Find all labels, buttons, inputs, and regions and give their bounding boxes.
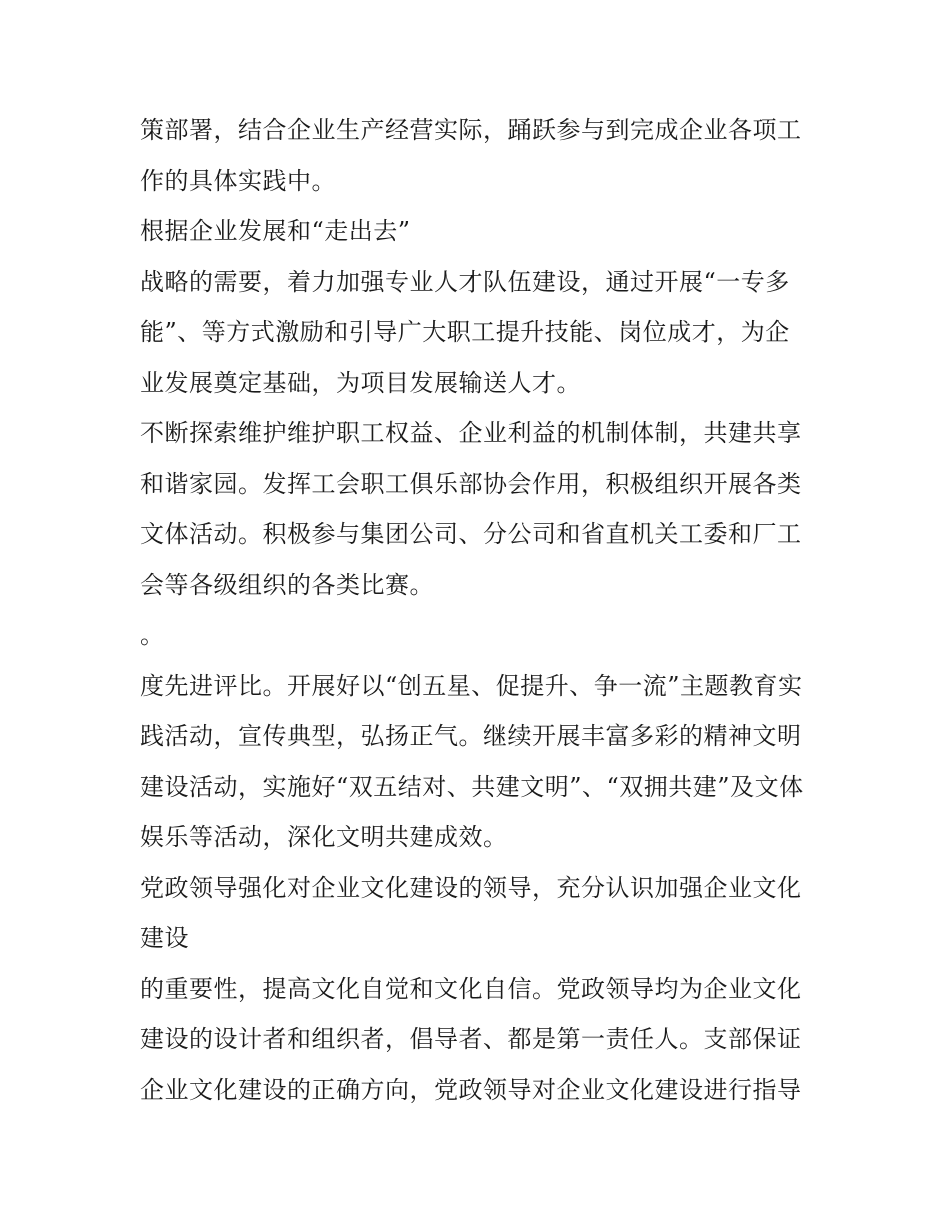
text-line-18: 的重要性，提高文化自觉和文化自信。党政领导均为企业文化 bbox=[140, 974, 802, 1003]
text-line-3: 根据企业发展和“走出去” bbox=[140, 217, 411, 245]
text-line-17: 建设 bbox=[140, 924, 189, 952]
document-body bbox=[140, 105, 820, 1115]
text-line-12: 度先进评比。开展好以“创五星、促提升、争一流”主题教育实 bbox=[140, 671, 803, 700]
text-line-5: 能”、等方式激励和引导广大职工提升技能、岗位成才，为企 bbox=[140, 318, 790, 346]
text-line-8: 和谐家园。发挥工会职工俱乐部协会作用，积极组织开展各类 bbox=[140, 469, 802, 498]
text-line-9: 文体活动。积极参与集团公司、分公司和省直机关工委和厂工 bbox=[140, 520, 802, 548]
text-line-4: 战略的需要，着力加强专业人才队伍建设，通过开展“一专多 bbox=[140, 267, 790, 296]
text-line-11: 。 bbox=[140, 621, 165, 649]
text-line-6: 业发展奠定基础，为项目发展输送人才。 bbox=[140, 368, 581, 397]
text-line-16: 党政领导强化对企业文化建设的领导，充分认识加强企业文化 bbox=[140, 873, 802, 902]
text-line-19: 建设的设计者和组织者，倡导者、都是第一责任人。支部保证 bbox=[140, 1025, 802, 1053]
text-line-13: 践活动，宣传典型，弘扬正气。继续开展丰富多彩的精神文明 bbox=[140, 722, 802, 750]
text-line-15: 娱乐等活动，深化文明共建成效。 bbox=[140, 823, 508, 851]
text-line-20: 企业文化建设的正确方向，党政领导对企业文化建设进行指导 bbox=[140, 1075, 802, 1104]
text-line-14: 建设活动，实施好“双五结对、共建文明”、“双拥共建”及文体 bbox=[140, 772, 804, 801]
text-line-10: 会等各级组织的各类比赛。 bbox=[140, 570, 434, 599]
text-line-2: 作的具体实践中。 bbox=[140, 166, 336, 195]
text-line-1: 策部署，结合企业生产经营实际，踊跃参与到完成企业各项工 bbox=[140, 116, 802, 144]
text-line-7: 不断探索维护维护职工权益、企业利益的机制体制，共建共享 bbox=[140, 419, 802, 447]
